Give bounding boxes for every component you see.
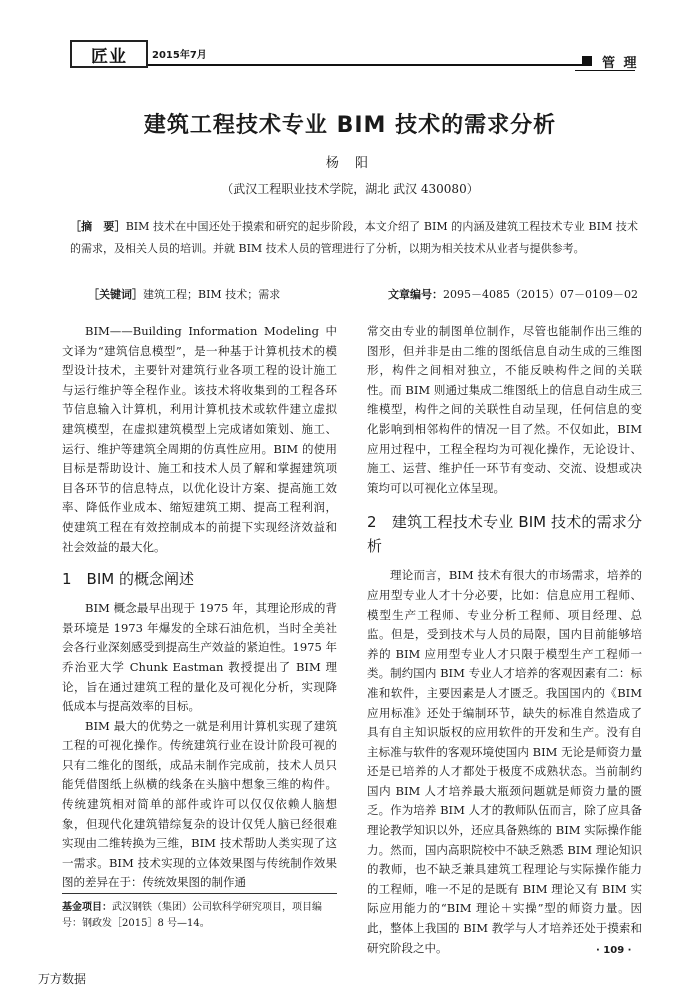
section-1-continuation: 常交由专业的制图单位制作，尽管也能制作出三维的图形，但并非是由二维的图纸信息自动生成的三维图形，构件之间相对独立，不能反映构件之间的关联性。而 BIM 则通过集成二维图纸上的信息自动生成三维模型，构件之间的关联性自动呈现，任何信息的变化影响到相邻构件的情况一目了然。不仅如此，BIM 应用过程中，工程全程均为可视化操作，无论设计、施工、运营、维护任一环节有变动、交流、设想或决策均可以可视化立体呈现。 <box>367 324 642 495</box>
article-number-value: 2095－4085（2015）07－0109－02 <box>443 288 638 301</box>
right-column <box>367 322 642 958</box>
journal-logo: 匠业 <box>70 40 148 68</box>
header-rule <box>148 64 588 66</box>
section-1-heading: 1 BIM 的概念阐述 <box>62 570 194 589</box>
affiliation: （武汉工程职业技术学院，湖北 武汉 430080） <box>221 182 479 196</box>
fund-footnote <box>62 900 337 932</box>
fund-text: 武汉钢铁（集团）公司软科学研究项目，项目编号：钢政发［2015］8 号—14。 <box>62 902 322 929</box>
issue-date: 2015年7月 <box>152 50 207 61</box>
section-name: 管 理 <box>602 55 639 71</box>
intro-paragraph: BIM——Building Information Modeling 中文译为“建筑信息模型”，是一种基于计算机技术的模型设计技术，主要针对建筑行业各项工程的设计施工与运行维护等全程作业。该技术将收集到的工程各环节信息输入计算机，利用计算机技术或软件建立虚拟建筑模型，在虚拟建筑模型上完成诸如策划、施工、运行、维护等建筑全周期的仿真性应用。BIM 的使用目标是帮助设计、施工和技术人员了解和掌握建筑项目各环节的信息特点，以优化设计方案、提高施工效率、降低作业成本、缩短建筑工期、提高工程利润，使建筑工程在有效控制成本的前提下实现经济效益和社会效益的最大化。 <box>62 324 337 554</box>
abstract-text: BIM 技术在中国还处于摸索和研究的起步阶段，本文介绍了 BIM 的内涵及建筑工程技术专业 BIM 技术的需求，及相关人员的培训。并就 BIM 技术人员的管理进行了分析，以期为相关技术从业者与提供参考。 <box>70 220 638 255</box>
section-1-paragraph-2: BIM 最大的优势之一就是利用计算机实现了建筑工程的可视化操作。传统建筑行业在设计阶段可视的只有二维化的图纸，成品未制作完成前，技术人员只能凭借图纸上纵横的线条在头脑中想象三维的构件。传统建筑相对简单的部件或许可以仅仅依赖人脑想象，但现代化建筑错综复杂的设计仅凭人脑已经很难实现由二维转换为三维，BIM 技术帮助人类实现了这一需求。BIM 技术实现的立体效果图与传统制作效果图的差异在于：传统效果图的制作通 <box>62 718 337 890</box>
fund-label: 基金项目： <box>62 902 112 913</box>
section-1-paragraph-1: BIM 概念最早出现于 1975 年，其理论形成的背景环境是 1973 年爆发的全球石油危机，当时全美社会各行业深刻感受到提高生产效益的紧迫性。1975 年乔治亚大学 Chunk Eastman 教授提出了 BIM 理论，旨在通过建筑工程的量化及可视化分析，实现降低成本与提高效率的目标。 <box>62 601 337 714</box>
footnote-rule <box>62 893 337 894</box>
article-number-label: 文章编号： <box>388 288 444 301</box>
keywords-row <box>88 286 638 302</box>
page-number: · 109 · <box>596 945 632 956</box>
article-number <box>388 286 638 302</box>
watermark: 万方数据 <box>38 972 87 986</box>
keywords-text: 建筑工程；BIM 技术；需求 <box>143 288 281 301</box>
section-2-heading: 2 建筑工程技术专业 BIM 技术的需求分析 <box>367 513 642 556</box>
keywords-label: ［关键词］ <box>88 288 143 301</box>
section-label <box>582 52 644 70</box>
section-2-paragraph: 理论而言，BIM 技术有很大的市场需求，培养的应用型专业人才十分必要，比如：信息应用工程师、模型生产工程师、专业分析工程师、项目经理、总监。但是，受到技术与人员的局限，国内目前能够培养的 BIM 应用型专业人才只限于模型生产工程师一类。制约国内 BIM 专业人才培养的客观因素有二：标准和软件，主要因素是人才匮乏。我国国内的《BIM 应用标准》还处于编制环节，缺失的标准自然造成了具有自主知识版权的应用软件的开发和生产。没有自主标准与软件的客观环境使国内 BIM 无论是师资力量还是已培养的人才都处于极度不成熟状态。当前制约国内 BIM 人才培养最大瓶颈问题就是师资力量的匮乏。作为培养 BIM 人才的教师队伍而言，除了应具备理论教学知识以外，还应具备熟练的 BIM 实际操作能力。然而，国内高职院校中不缺乏熟悉 BIM 理论知识的教师，也不缺乏兼具建筑工程理论与实际操作能力的工程师，唯一不足的是既有 BIM 理论又有 BIM 实际应用能力的“BIM 理论＋实操”型的师资力量。因此，整体上我国的 BIM 教学与人才培养还处于摸索和研究阶段之中。 <box>367 568 642 955</box>
abstract <box>70 216 638 260</box>
abstract-label: ［摘 要］ <box>70 220 126 233</box>
author: 杨 阳 <box>325 156 375 171</box>
section-mark-icon <box>582 56 592 66</box>
left-column <box>62 322 337 893</box>
article-title: 建筑工程技术专业 BIM 技术的需求分析 <box>143 113 557 138</box>
